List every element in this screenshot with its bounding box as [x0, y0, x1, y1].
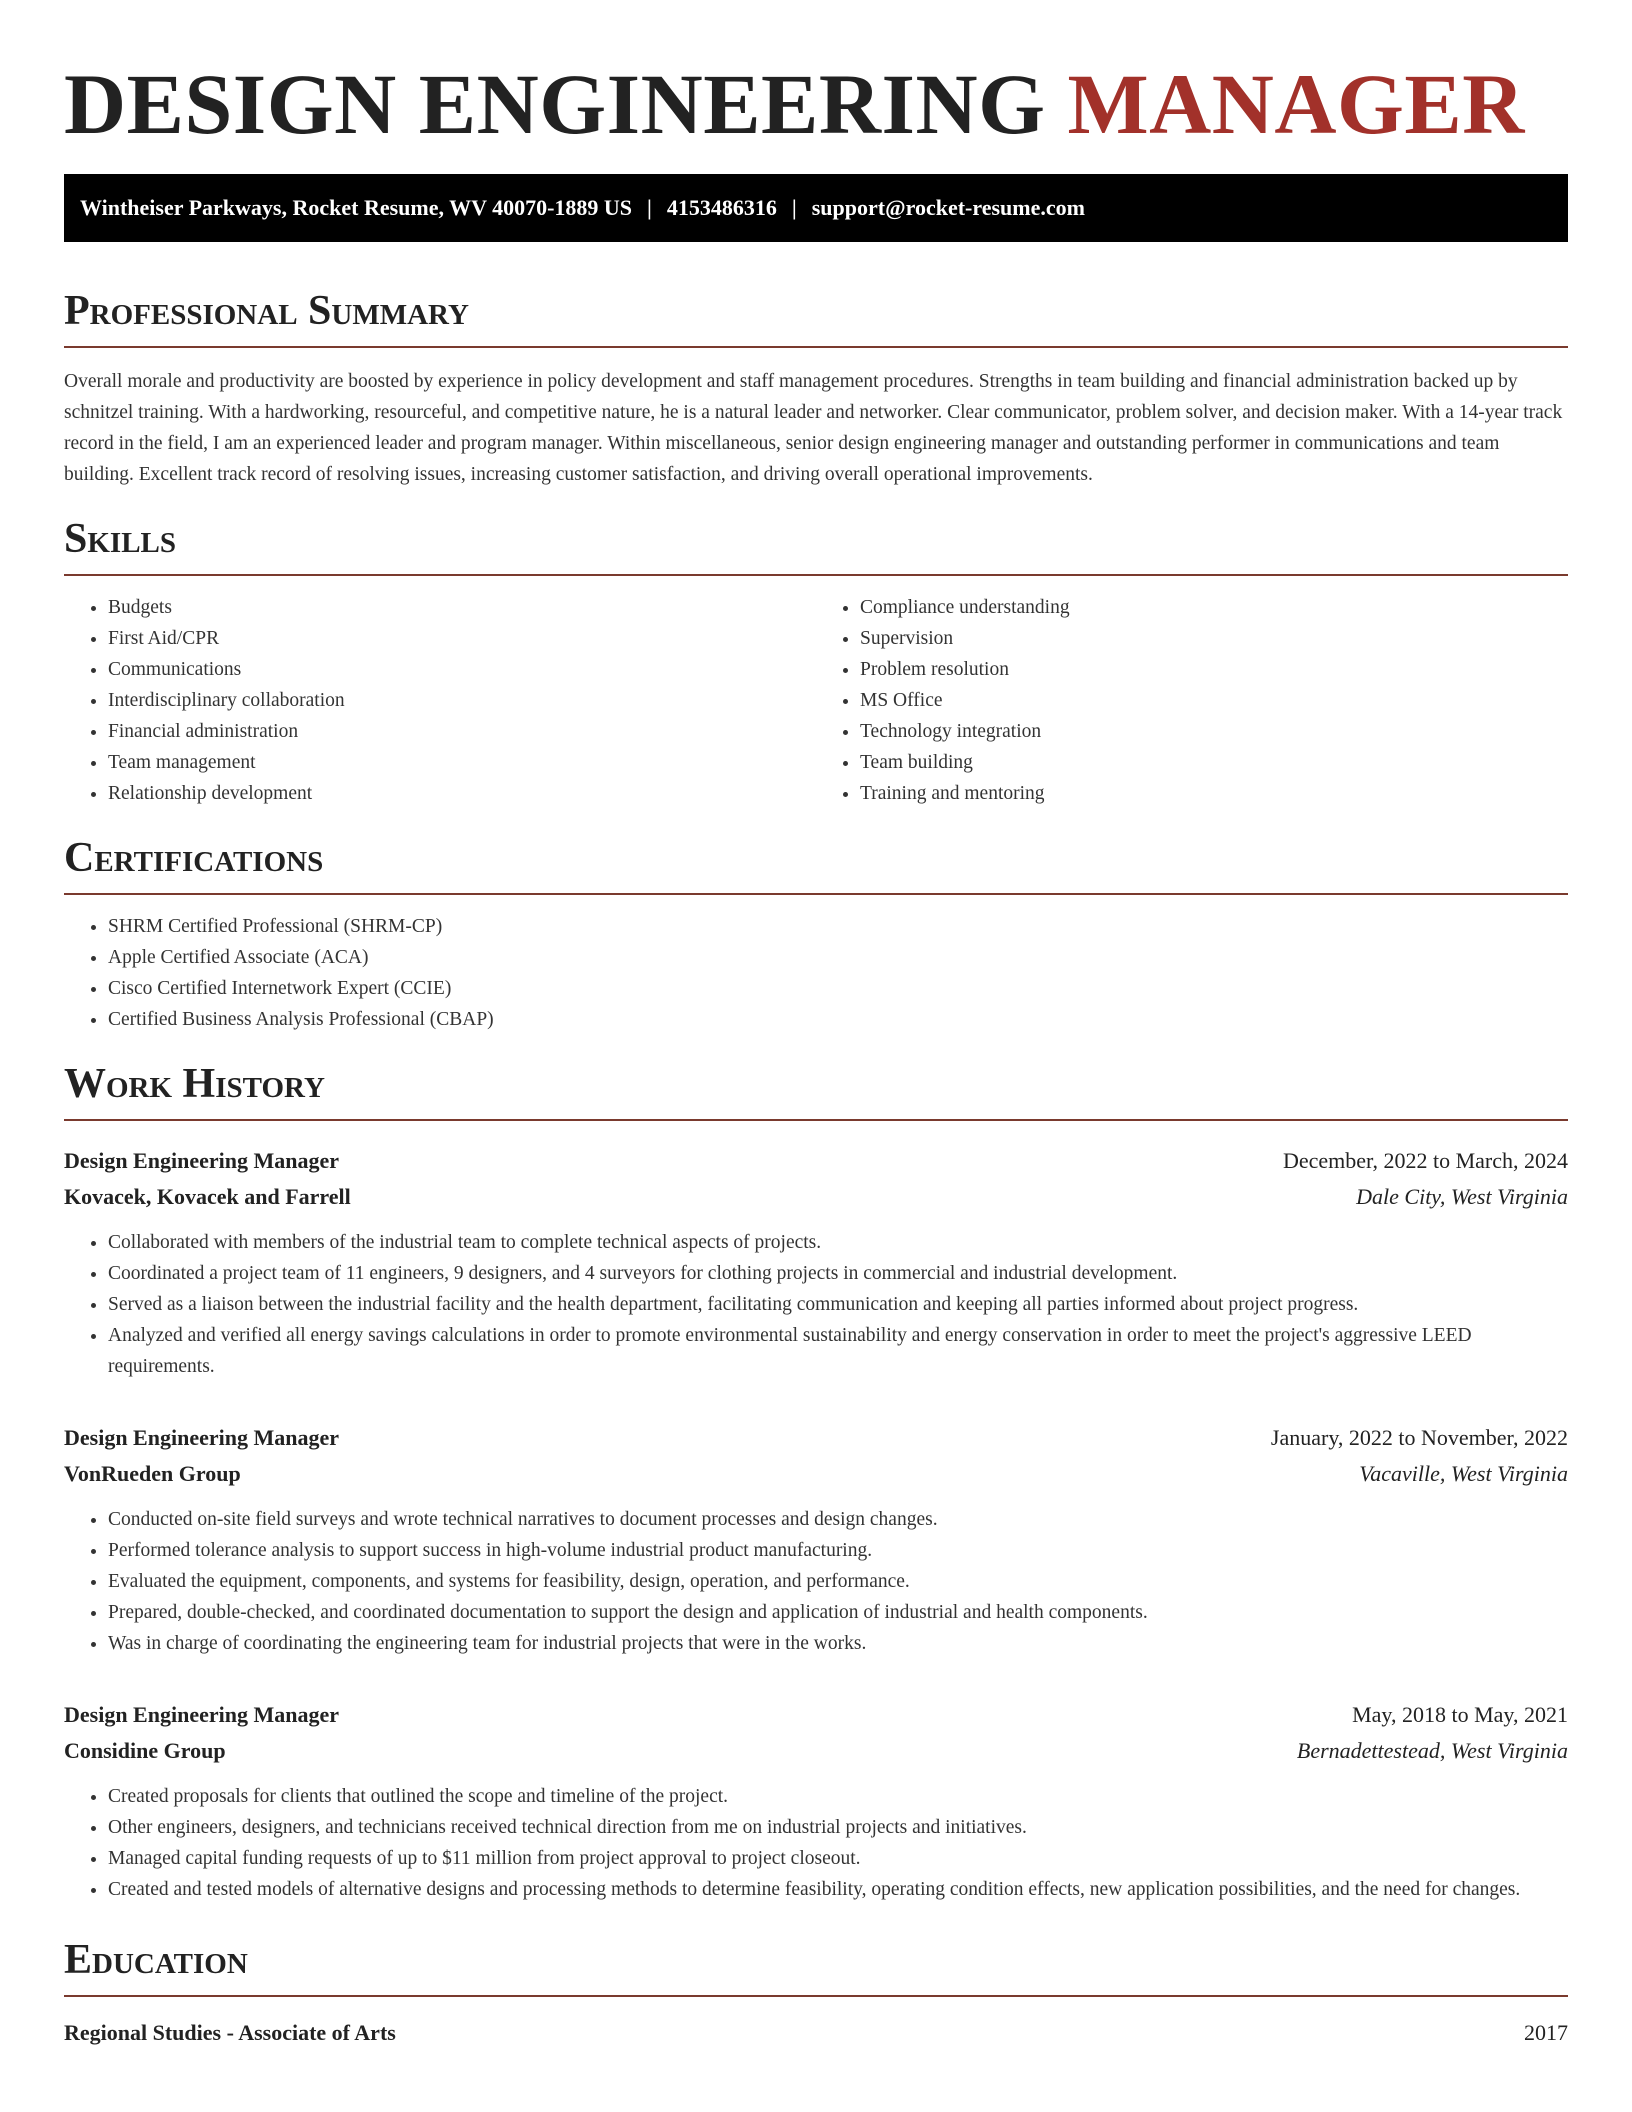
job-bullet: • Created and tested models of alternative designs and processing methods to determine feasibility, operating condition effects, new application possibilities, and the need for changes. — [108, 1874, 1568, 1905]
job-bullet: • Coordinated a project team of 11 engineers, 9 designers, and 4 surveyors for clothing projects in commercial and industrial development. — [108, 1258, 1568, 1289]
job-dates: January, 2022 to November, 2022 — [1270, 1425, 1568, 1450]
certification-item: • Certified Business Analysis Professional (CBAP) — [108, 1004, 1568, 1035]
skills-heading: Skills — [64, 514, 1568, 576]
job-entry — [64, 1697, 1568, 1905]
job-company-row — [64, 1179, 1568, 1215]
job-bullets — [64, 1781, 1568, 1905]
skill-item: • Financial administration — [108, 716, 816, 747]
job-bullet: • Collaborated with members of the industrial team to complete technical aspects of projects. — [108, 1227, 1568, 1258]
skill-item: • Team management — [108, 747, 816, 778]
skill-item: • Budgets — [108, 592, 816, 623]
job-bullet: • Managed capital funding requests of up to $11 million from project approval to project closeout. — [108, 1843, 1568, 1874]
contact-separator: | — [791, 195, 797, 220]
skills-list-left — [64, 592, 816, 809]
skill-item: • Relationship development — [108, 778, 816, 809]
job-company: Kovacek, Kovacek and Farrell — [64, 1184, 351, 1209]
job-header-row — [64, 1143, 1568, 1179]
job-company-row — [64, 1733, 1568, 1769]
job-bullet: • Served as a liaison between the industrial facility and the health department, facilitating communication and keeping all parties informed about project progress. — [108, 1289, 1568, 1320]
skill-item: • Team building — [860, 747, 1568, 778]
education-year: 2017 — [1524, 2020, 1568, 2045]
education-heading: Education — [64, 1935, 1568, 1997]
skill-item: • Technology integration — [860, 716, 1568, 747]
certification-item: • Cisco Certified Internetwork Expert (CCIE) — [108, 973, 1568, 1004]
certifications-list — [64, 911, 1568, 1035]
skill-item: • First Aid/CPR — [108, 623, 816, 654]
title-main: DESIGN ENGINEERING — [64, 56, 1046, 152]
job-company: Considine Group — [64, 1738, 226, 1763]
job-location: Bernadettestead, West Virginia — [1296, 1738, 1568, 1763]
contact-email[interactable]: support@rocket-resume.com — [811, 195, 1085, 220]
skills-list-right — [816, 592, 1568, 809]
skill-item: • Problem resolution — [860, 654, 1568, 685]
skill-item: • Training and mentoring — [860, 778, 1568, 809]
work-history-heading: Work History — [64, 1059, 1568, 1121]
education-degree: Regional Studies - Associate of Arts — [64, 2020, 396, 2045]
job-entry — [64, 1143, 1568, 1382]
job-title: Design Engineering Manager — [64, 1702, 339, 1727]
contact-address: Wintheiser Parkways, Rocket Resume, WV 40070-1889 US — [80, 195, 633, 220]
education-row — [64, 2015, 1568, 2051]
resume-page — [64, 0, 1568, 2051]
job-bullet: • Was in charge of coordinating the engineering team for industrial projects that were in the works. — [108, 1628, 1568, 1659]
job-header-row — [64, 1697, 1568, 1733]
job-bullet: • Evaluated the equipment, components, and systems for feasibility, design, operation, and performance. — [108, 1566, 1568, 1597]
skill-item: • Compliance understanding — [860, 592, 1568, 623]
job-title: Design Engineering Manager — [64, 1148, 339, 1173]
job-bullet: • Prepared, double-checked, and coordinated documentation to support the design and application of industrial and health components. — [108, 1597, 1568, 1628]
job-header-row — [64, 1420, 1568, 1456]
certification-item: • SHRM Certified Professional (SHRM-CP) — [108, 911, 1568, 942]
contact-separator: | — [647, 195, 652, 220]
job-bullets — [64, 1227, 1568, 1382]
job-company-row — [64, 1456, 1568, 1492]
skill-item: • Interdisciplinary collaboration — [108, 685, 816, 716]
skill-item: • Communications — [108, 654, 816, 685]
certifications-heading: Certifications — [64, 833, 1568, 895]
contact-bar — [64, 174, 1568, 242]
skill-item: • Supervision — [860, 623, 1568, 654]
summary-heading: Professional Summary — [64, 286, 1568, 348]
certification-item: • Apple Certified Associate (ACA) — [108, 942, 1568, 973]
job-bullet: • Performed tolerance analysis to support success in high-volume industrial product manufacturing. — [108, 1535, 1568, 1566]
job-bullet: • Analyzed and verified all energy savings calculations in order to promote environmental sustainability and energy conservation in order to meet the project's aggressive LEED requirements. — [108, 1320, 1568, 1382]
job-bullets — [64, 1504, 1568, 1659]
job-dates: May, 2018 to May, 2021 — [1352, 1702, 1568, 1727]
resume-title — [64, 0, 1568, 150]
title-accent: MANAGER — [1067, 56, 1525, 152]
job-bullet: • Conducted on-site field surveys and wrote technical narratives to document processes and design changes. — [108, 1504, 1568, 1535]
job-dates: December, 2022 to March, 2024 — [1282, 1148, 1568, 1173]
job-bullet: • Created proposals for clients that outlined the scope and timeline of the project. — [108, 1781, 1568, 1812]
job-location: Dale City, West Virginia — [1356, 1184, 1568, 1209]
job-bullet: • Other engineers, designers, and technicians received technical direction from me on industrial projects and initiatives. — [108, 1812, 1568, 1843]
skills-grid — [64, 592, 1568, 809]
summary-text: Overall morale and productivity are boosted by experience in policy development and staff management procedures. Strengths in team building and financial administration backed up by schnitzel training. With a hardworking, resourceful, and competitive nature, he is a natural leader and networker. Clear communicator, problem solver, and decision maker. With a 14-year track record in the field, I am an experienced leader and program manager. Within miscellaneous, senior design engineering manager and outstanding performer in communications and team building. Excellent track record of resolving issues, increasing customer satisfaction, and driving overall operational improvements. — [64, 371, 1563, 485]
skill-item: • MS Office — [860, 685, 1568, 716]
contact-phone: 4153486316 — [666, 195, 777, 220]
job-title: Design Engineering Manager — [64, 1425, 339, 1450]
job-entry — [64, 1420, 1568, 1659]
job-location: Vacaville, West Virginia — [1359, 1461, 1568, 1486]
job-company: VonRueden Group — [64, 1461, 241, 1486]
